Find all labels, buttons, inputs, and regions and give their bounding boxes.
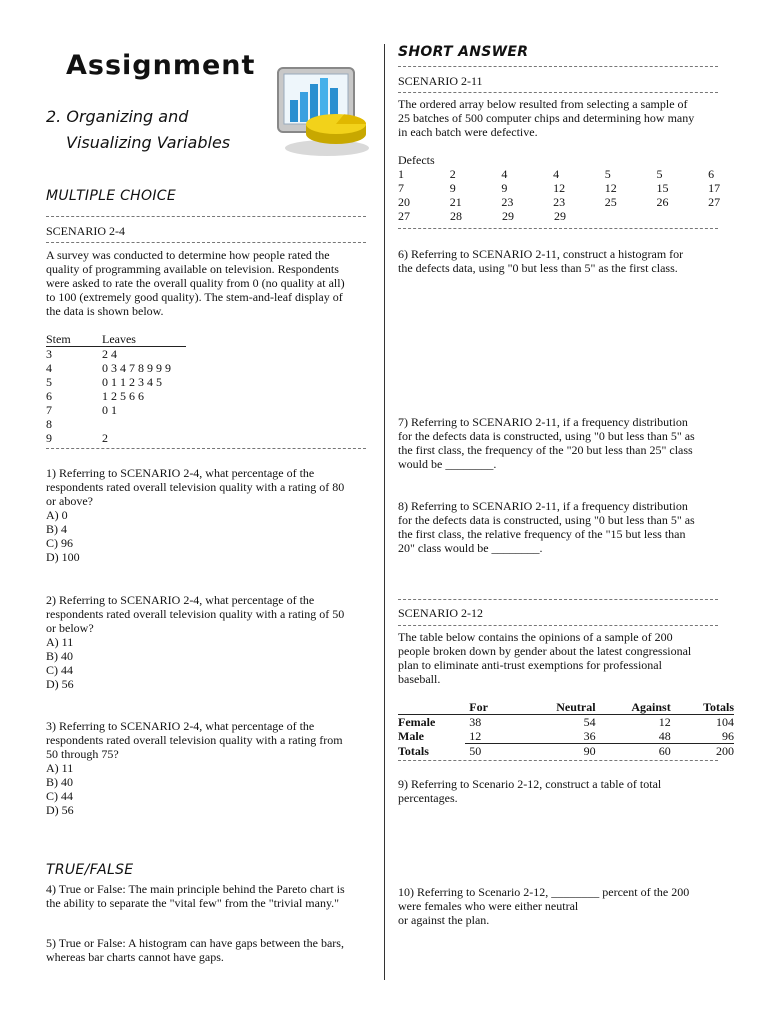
row-label: Male <box>398 729 424 744</box>
text-line: to 100 (extremely good quality). The stem-and-leaf display of <box>46 290 343 304</box>
question-1 <box>46 466 344 564</box>
defects-row <box>398 181 728 195</box>
scenario-2-12-label: SCENARIO 2-12 <box>398 606 484 620</box>
defect-value: 27 <box>708 195 721 209</box>
scenario-2-4-text <box>46 248 345 318</box>
column-header: Against <box>596 700 671 715</box>
leaves-value <box>102 417 186 431</box>
scenario-2-4-label: SCENARIO 2-4 <box>46 224 126 238</box>
defect-value: 25 <box>604 195 617 209</box>
stem-value: 4 <box>46 361 52 375</box>
table-row <box>398 744 734 759</box>
question-line: 6) Referring to SCENARIO 2-11, construct a histogram for <box>398 247 684 261</box>
text-line: people broken down by gender about the latest congressional <box>398 644 692 658</box>
question-10 <box>398 885 689 927</box>
answer-option[interactable]: D) 56 <box>46 677 74 691</box>
question-7 <box>398 415 695 471</box>
answer-option[interactable]: B) 40 <box>46 649 73 663</box>
multiple-choice-heading: MULTIPLE CHOICE <box>46 188 176 204</box>
answer-option[interactable]: C) 44 <box>46 789 73 803</box>
table-cell: 200 <box>716 744 734 758</box>
defect-value: 7 <box>398 181 404 195</box>
question-line: percentages. <box>398 791 458 805</box>
column-header: Totals <box>671 700 734 715</box>
divider <box>398 228 718 229</box>
answer-option[interactable]: A) 11 <box>46 635 74 649</box>
divider <box>398 66 718 67</box>
defect-value: 23 <box>553 195 566 209</box>
stem-leaf-table <box>46 332 186 445</box>
scenario-2-11-label: SCENARIO 2-11 <box>398 74 483 88</box>
table-cell: 12 <box>465 729 524 744</box>
table-row <box>46 389 186 403</box>
defect-value: 27 <box>398 209 410 223</box>
text-line: A survey was conducted to determine how people rated the <box>46 248 330 262</box>
text-line: in each batch were defective. <box>398 125 538 139</box>
leaves-value: 2 4 <box>102 347 117 361</box>
defect-value: 12 <box>553 181 566 195</box>
question-4 <box>46 882 345 910</box>
opinion-table <box>398 700 734 758</box>
table-cell: 60 <box>658 744 671 758</box>
question-line: respondents rated overall television quality with a rating of 50 <box>46 607 345 621</box>
table-cell: 38 <box>469 715 482 729</box>
table-corner <box>398 700 465 715</box>
stem-value: 6 <box>46 389 52 403</box>
table-cell: 104 <box>716 715 734 729</box>
leaves-value: 0 1 <box>102 403 117 417</box>
table-row <box>398 729 734 744</box>
question-line: 8) Referring to SCENARIO 2-11, if a frequency distribution <box>398 499 688 513</box>
row-label: Female <box>398 715 436 729</box>
question-line: or against the plan. <box>398 913 490 927</box>
defect-value: 6 <box>708 167 715 181</box>
chapter-title-line1: 2. Organizing and <box>46 107 189 126</box>
row-label: Totals <box>398 743 429 758</box>
table-cell: 36 <box>524 729 595 744</box>
stem-value: 3 <box>46 347 52 361</box>
question-line: 3) Referring to SCENARIO 2-4, what percentage of the <box>46 719 315 733</box>
answer-option[interactable]: A) 0 <box>46 508 68 522</box>
leaves-value: 0 3 4 7 8 9 9 9 <box>102 361 171 375</box>
chapter-title <box>46 104 230 156</box>
defect-value: 29 <box>502 209 514 223</box>
text-line: the data is shown below. <box>46 304 164 318</box>
column-header: Neutral <box>524 700 595 715</box>
question-line: respondents rated overall television quality with a rating from <box>46 733 343 747</box>
leaves-header: Leaves <box>102 332 186 347</box>
defects-row <box>398 167 728 181</box>
text-line: 25 batches of 500 computer chips and determining how many <box>398 111 695 125</box>
table-cell: 48 <box>596 729 671 744</box>
leaves-value: 0 1 1 2 3 4 5 <box>102 375 162 389</box>
question-2 <box>46 593 344 691</box>
defects-grid <box>398 167 728 223</box>
question-5 <box>46 936 344 964</box>
question-line: the first class, the relative frequency of the "15 but less than <box>398 527 686 541</box>
question-6 <box>398 247 683 275</box>
text-line: baseball. <box>398 672 441 686</box>
defect-value: 2 <box>449 167 456 181</box>
question-line: 9) Referring to Scenario 2-12, construct a table of total <box>398 777 662 791</box>
text-line: plan to eliminate anti-trust exemptions for professional <box>398 658 662 672</box>
text-line: The ordered array below resulted from selecting a sample of <box>398 97 688 111</box>
defect-value: 26 <box>656 195 669 209</box>
true-false-heading: TRUE/FALSE <box>46 862 134 878</box>
text-line: were asked to rate the overall quality from 0 (no quality at all) <box>46 276 345 290</box>
answer-option[interactable]: B) 40 <box>46 775 73 789</box>
question-line: or above? <box>46 494 93 508</box>
table-row <box>46 375 186 389</box>
question-line: the ability to separate the "vital few" from the "trivial many." <box>46 896 340 910</box>
table-row <box>46 417 186 431</box>
table-cell: 96 <box>671 729 734 744</box>
question-line: or below? <box>46 621 94 635</box>
divider <box>46 448 366 449</box>
question-line: 7) Referring to SCENARIO 2-11, if a frequency distribution <box>398 415 688 429</box>
question-line: respondents rated overall television quality with a rating of 80 <box>46 480 345 494</box>
text-line: quality of programming available on television. Respondents <box>46 262 339 276</box>
leaves-value: 2 <box>102 431 108 445</box>
table-cell: 90 <box>583 744 596 758</box>
chapter-title-line2: Visualizing Variables <box>66 133 231 152</box>
chart-clipart-icon <box>272 62 376 158</box>
question-line: for the defects data is constructed, using "0 but less than 5" as <box>398 429 695 443</box>
answer-option[interactable]: D) 100 <box>46 550 80 564</box>
table-cell: 54 <box>583 715 596 729</box>
divider <box>46 242 366 243</box>
answer-option[interactable]: A) 11 <box>46 761 74 775</box>
defect-value: 4 <box>501 167 508 181</box>
table-header-row <box>398 700 734 715</box>
question-line: for the defects data is constructed, using "0 but less than 5" as <box>398 513 695 527</box>
question-8 <box>398 499 695 555</box>
question-line: 20" class would be ________. <box>398 541 543 555</box>
table-row <box>46 361 186 375</box>
question-line: 5) True or False: A histogram can have gaps between the bars, <box>46 936 344 950</box>
question-line: 1) Referring to SCENARIO 2-4, what percentage of the <box>46 466 315 480</box>
answer-option[interactable]: C) 44 <box>46 663 73 677</box>
answer-option[interactable]: B) 4 <box>46 522 67 536</box>
question-line: 4) True or False: The main principle behind the Pareto chart is <box>46 882 345 896</box>
stem-header: Stem <box>46 332 102 347</box>
table-cell: 12 <box>658 715 671 729</box>
defect-value: 21 <box>449 195 462 209</box>
column-divider <box>384 44 385 980</box>
defects-label: Defects <box>398 153 435 167</box>
defect-value: 20 <box>398 195 410 209</box>
question-line: 2) Referring to SCENARIO 2-4, what percentage of the <box>46 593 315 607</box>
defects-row <box>398 195 728 209</box>
divider <box>398 625 718 626</box>
answer-option[interactable]: C) 96 <box>46 536 73 550</box>
defect-value: 15 <box>656 181 669 195</box>
divider <box>46 216 366 217</box>
column-header: For <box>465 700 524 715</box>
defects-row <box>398 209 728 223</box>
table-row <box>46 403 186 417</box>
assignment-title: Assignment <box>66 50 256 81</box>
scenario-2-12-text <box>398 630 691 686</box>
defect-value: 9 <box>501 181 508 195</box>
defect-value: 1 <box>398 167 404 181</box>
table-row <box>46 431 186 445</box>
table-row <box>46 347 186 362</box>
question-line: the defects data, using "0 but less than 5" as the first class. <box>398 261 678 275</box>
text-line: The table below contains the opinions of a sample of 200 <box>398 630 673 644</box>
stem-value: 5 <box>46 375 52 389</box>
question-3 <box>46 719 343 817</box>
question-line: 10) Referring to Scenario 2-12, ________ percent of the 200 <box>398 885 690 899</box>
leaves-value: 1 2 5 6 6 <box>102 389 144 403</box>
defect-value: 28 <box>450 209 462 223</box>
defect-value: 23 <box>501 195 514 209</box>
table-cell: 50 <box>469 744 482 758</box>
question-line: whereas bar charts cannot have gaps. <box>46 950 224 964</box>
defect-value: 17 <box>708 181 721 195</box>
defect-value: 9 <box>449 181 456 195</box>
question-line: 50 through 75? <box>46 747 119 761</box>
stem-value: 7 <box>46 403 52 417</box>
divider <box>398 599 718 600</box>
answer-option[interactable]: D) 56 <box>46 803 74 817</box>
divider <box>398 760 718 761</box>
question-9 <box>398 777 661 805</box>
defect-value: 29 <box>554 209 566 223</box>
defect-value: 4 <box>553 167 560 181</box>
defect-value: 5 <box>604 167 611 181</box>
table-row <box>398 715 734 730</box>
question-line: would be ________. <box>398 457 497 471</box>
stem-value: 8 <box>46 417 52 431</box>
stem-value: 9 <box>46 431 52 445</box>
divider <box>398 92 718 93</box>
scenario-2-11-text <box>398 97 694 139</box>
question-line: were females who were either neutral <box>398 899 579 913</box>
question-line: the first class, the frequency of the "20 but less than 25" class <box>398 443 693 457</box>
defect-value: 12 <box>604 181 617 195</box>
defect-value: 5 <box>656 167 663 181</box>
short-answer-heading: SHORT ANSWER <box>398 44 529 60</box>
